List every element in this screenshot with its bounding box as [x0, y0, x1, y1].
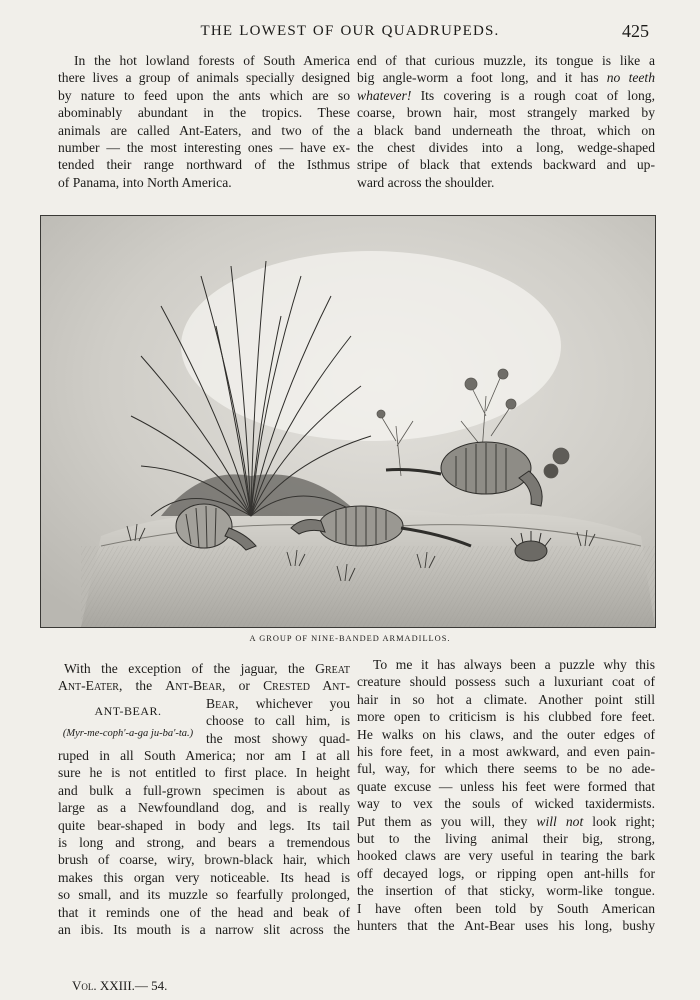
- text-line: an ibis. Its mouth is a narrow slit across the: [58, 922, 350, 938]
- text-run: , whichever you: [235, 695, 350, 711]
- bottom-right-column: [357, 656, 655, 935]
- text-line: of Panama, into North America.: [58, 174, 232, 190]
- text-line: number — the most interesting ones — have ex-: [58, 140, 350, 156]
- side-heading-title: ANT-BEAR.: [94, 703, 162, 718]
- text-line: quate excuse — unless his feet were formed that: [357, 778, 655, 794]
- text-line: choose to call him, is: [206, 713, 350, 729]
- name-ant-eater: Ant-Eater: [58, 678, 119, 694]
- volume-signature: Vol. XXIII.— 54.: [72, 978, 168, 993]
- name-crested-ant-bear: Crested Ant-: [263, 678, 350, 694]
- text-line: ruped in all South America; nor am I at all: [58, 748, 350, 764]
- text-line: In the hot lowland forests of South America: [74, 53, 350, 68]
- text-line: the chest divides into a long, wedge-shaped: [357, 140, 655, 156]
- text-line: that it reminds one of the head and beak of: [58, 904, 350, 920]
- side-heading-pronunciation: (Myr-me-coph'-a-ga ju-ba'-ta.): [62, 728, 194, 740]
- figure-caption: A GROUP OF NINE-BANDED ARMADILLOS.: [249, 634, 451, 643]
- emphasis: no teeth: [606, 70, 655, 86]
- text-run: Put them as you will, they: [357, 813, 537, 829]
- text-line: a black band underneath the throat, which on: [357, 122, 655, 138]
- name-bear: Bear: [206, 695, 236, 711]
- text-line: the insertion of that sticky, worm-like tongue.: [357, 883, 655, 899]
- top-left-column: [58, 52, 350, 191]
- text-line: ward across the shoulder.: [357, 174, 495, 190]
- text-line: large as a Newfoundland dog, and is really: [58, 800, 350, 816]
- text-line: ful, way, for which there seems to be no ade-: [357, 761, 655, 777]
- text-line: brush of coarse, wiry, brown-black hair, which: [58, 852, 350, 868]
- emphasis: will not: [536, 813, 584, 829]
- text-line: makes this organ very noticeable. Its head is: [58, 869, 350, 885]
- text-run: , the: [118, 678, 166, 694]
- text-line: [58, 660, 350, 677]
- name-great: Great: [315, 661, 350, 676]
- text-line: animals are called Ant-Eaters, and two of the: [58, 122, 350, 138]
- text-run: , or: [222, 678, 264, 694]
- top-right-column: [357, 52, 655, 191]
- text-run: big angle-worm a foot long, and it has: [357, 70, 599, 86]
- text-line: there lives a group of animals specially designed: [58, 70, 350, 86]
- text-line: way to vex the souls of wicked taxidermists.: [357, 796, 655, 812]
- text-line: and bulk a full-grown specimen is about as: [58, 782, 350, 798]
- text-line: stripe of black that extends backward and up-: [357, 157, 655, 173]
- name-ant-bear: Ant-Bear: [165, 678, 223, 694]
- text-line: but to the living animal their big, strong,: [357, 831, 655, 847]
- text-line: [58, 677, 350, 694]
- text-line: abominably abundant in the tropics. These: [58, 105, 350, 121]
- text-run: Its covering is a rough coat of long,: [411, 87, 655, 103]
- text-line: tended their range northward of the Isthmus: [58, 157, 350, 173]
- text-line: more open to criticism is his clubbed fore feet.: [357, 709, 655, 725]
- text-line: so small, and its muzzle so fearfully prolonged,: [58, 887, 350, 903]
- emphasis: whatever!: [357, 87, 412, 103]
- text-line: end of that curious muzzle, its tongue is like a: [357, 53, 655, 68]
- text-line: is long and strong, and bears a tremendous: [58, 835, 350, 851]
- text-line: quite bear-shaped in body and legs. Its tail: [58, 817, 350, 833]
- text-line: sure he is not entitled to first place. In height: [58, 765, 350, 781]
- armadillo-illustration: [40, 215, 656, 628]
- text-line: his fore feet, in a most awkward, and even pain-: [357, 744, 655, 760]
- engraving-artwork: [41, 216, 655, 627]
- text-line: creature should possess such a luxuriant coat of: [357, 674, 655, 690]
- text-line: coarse, brown hair, most strangely marked by: [357, 105, 655, 121]
- page-number: 425: [622, 21, 649, 41]
- bottom-left-column: [58, 660, 350, 939]
- text-line: hooked claws are very useful in tearing the bark: [357, 848, 655, 864]
- text-line: He walks on his claws, and the outer edges of: [357, 726, 655, 742]
- text-line: hunters that the Ant-Bear uses his long, bushy: [357, 918, 655, 934]
- text-line: by nature to feed upon the ants which are so: [58, 87, 350, 103]
- intro-continuation: [357, 52, 655, 191]
- text-run: look right;: [583, 813, 655, 829]
- text-run: With the exception of the jaguar, the: [64, 661, 316, 676]
- running-title: THE LOWEST OF OUR QUADRUPEDS.: [200, 23, 500, 39]
- text-line: the most showy quad-: [206, 730, 350, 746]
- text-line: [357, 87, 655, 104]
- text-line: [357, 69, 655, 86]
- text-line: hair in so hot a climate. Another point still: [357, 691, 655, 707]
- text-line: I have often been told by South American: [357, 900, 655, 916]
- side-heading: [58, 695, 198, 743]
- text-line: To me it has always been a puzzle why this: [373, 657, 655, 672]
- text-line: [357, 813, 655, 830]
- text-line: off decayed logs, or ripping open ant-hills for: [357, 865, 655, 881]
- intro-paragraph: [58, 52, 350, 191]
- page-header: [0, 0, 700, 40]
